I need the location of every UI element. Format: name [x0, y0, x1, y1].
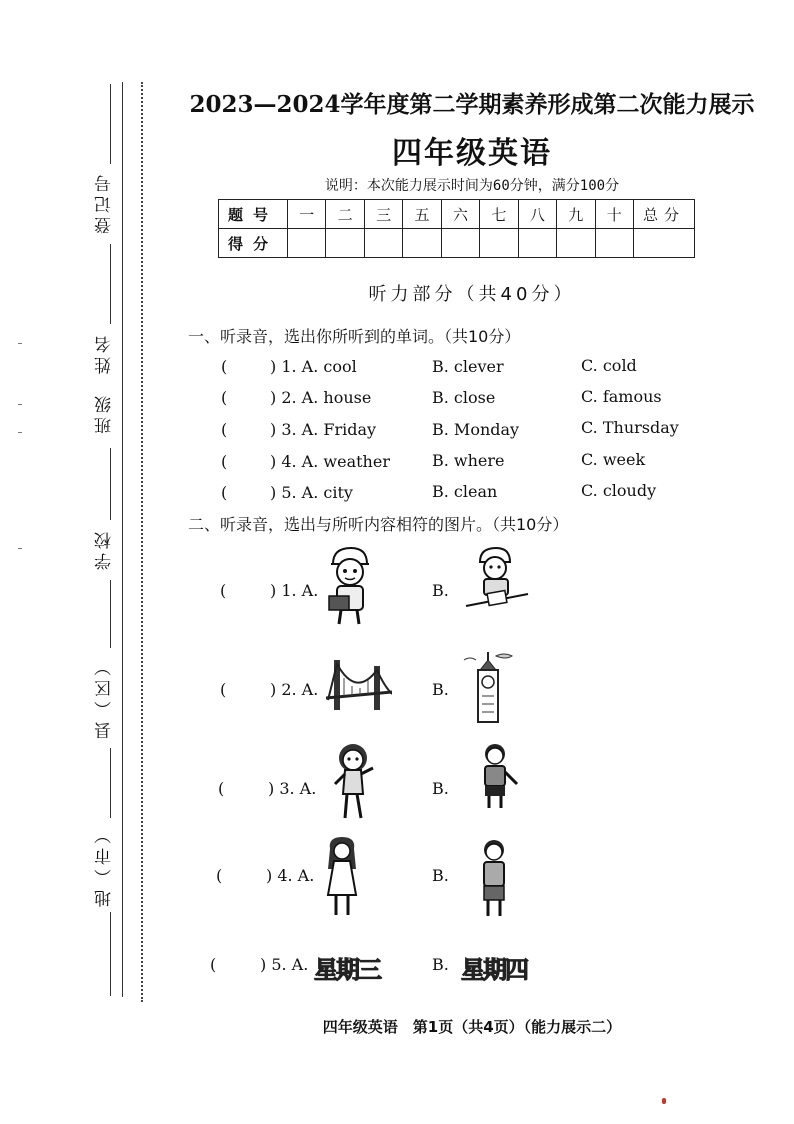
boy-writing-picture: [464, 544, 530, 614]
option-c: C. Thursday: [581, 418, 679, 437]
score-table-header-row: [219, 200, 695, 229]
option-b: B.: [432, 581, 449, 600]
score-col-total: 总分: [634, 200, 695, 229]
edge-mark: [18, 343, 22, 344]
exam-title: 2023—2024学年度第二学期素养形成第二次能力展示: [189, 91, 755, 118]
answer-paren[interactable]: (: [216, 866, 223, 885]
score-col: 十: [595, 200, 634, 229]
listening-section-title: 听力部分（共40分）: [368, 284, 576, 305]
score-col: 一: [288, 200, 326, 229]
exam-note: 说明：本次能力展示时间为60分钟，满分100分: [324, 178, 620, 194]
bridge-picture: [326, 656, 392, 714]
option-a: ) 4. A.: [266, 866, 315, 885]
answer-paren[interactable]: (: [220, 680, 227, 699]
girl-waving-picture: [331, 742, 379, 822]
clock-tower-picture: [460, 650, 516, 724]
boy-reading-picture: [325, 544, 373, 626]
boy-shirt-picture: [474, 838, 514, 918]
score-cell: [595, 229, 634, 258]
edge-mark: [18, 548, 22, 549]
option-c: C. famous: [581, 387, 662, 406]
blank-line: [110, 448, 111, 520]
city-label: 地（市）: [95, 823, 115, 907]
option-a: ) 1. A.: [270, 581, 319, 600]
score-table-score-row: [219, 229, 695, 258]
binding-strip: [0, 0, 150, 1124]
option-a: ) 2. A. house: [270, 388, 372, 407]
wednesday-picture: 星期三: [314, 956, 380, 984]
score-col: 九: [557, 200, 595, 229]
edge-mark: [18, 432, 22, 433]
part2-heading: 二、听录音，选出与所听内容相符的图片。（共10分）: [188, 515, 569, 534]
option-c: C. week: [581, 450, 646, 469]
thursday-picture: 星期四: [461, 956, 527, 984]
county-label: 县（区）: [95, 655, 115, 739]
answer-paren[interactable]: (: [210, 955, 217, 974]
class-label: 班级: [95, 392, 115, 434]
option-a: ) 1. A. cool: [270, 357, 357, 376]
score-row-label: 题号: [219, 200, 288, 229]
name-label: 姓名: [95, 332, 115, 374]
option-a: ) 5. A.: [260, 955, 309, 974]
answer-paren[interactable]: (: [221, 388, 228, 407]
subject-title: 四年级英语: [392, 136, 552, 171]
answer-paren[interactable]: (: [221, 483, 228, 502]
option-b: B.: [432, 680, 449, 699]
answer-paren[interactable]: (: [221, 420, 228, 439]
score-table: [218, 199, 695, 258]
page-footer: 四年级英语 第1页（共4页）（能力展示二）: [322, 1018, 622, 1036]
blank-line: [110, 84, 111, 164]
option-b: B. clever: [432, 357, 504, 376]
answer-paren[interactable]: (: [220, 581, 227, 600]
option-b: B. clean: [432, 482, 498, 501]
registration-label: 登记号: [95, 171, 115, 235]
school-label: 学校: [95, 528, 115, 570]
score-cell: [364, 229, 402, 258]
score-col: 五: [403, 200, 441, 229]
option-a: ) 4. A. weather: [270, 452, 390, 471]
score-col: 八: [518, 200, 556, 229]
option-b: B.: [432, 955, 449, 974]
score-cell: [557, 229, 595, 258]
option-b: B. where: [432, 451, 505, 470]
blank-line: [110, 244, 111, 324]
option-a: ) 3. A. Friday: [270, 420, 377, 439]
score-cell: [480, 229, 518, 258]
option-a: ) 5. A. city: [270, 483, 353, 502]
blank-line: [110, 580, 111, 648]
score-cell: [288, 229, 326, 258]
scan-mark: [662, 1098, 666, 1104]
score-col: 二: [326, 200, 364, 229]
option-c: C. cloudy: [581, 481, 657, 500]
answer-paren[interactable]: (: [221, 452, 228, 471]
option-b: B. close: [432, 388, 496, 407]
score-col: 三: [364, 200, 402, 229]
part1-heading: 一、听录音，选出你所听到的单词。（共10分）: [188, 327, 521, 346]
girl-dress-picture: [322, 835, 366, 919]
blank-line: [110, 912, 111, 996]
option-b: B. Monday: [432, 420, 520, 439]
seal-dotted-line: [141, 82, 143, 1002]
answer-paren[interactable]: (: [221, 357, 228, 376]
edge-mark: [18, 404, 22, 405]
score-cell: [634, 229, 695, 258]
option-c: C. cold: [581, 356, 637, 375]
option-b: B.: [432, 779, 449, 798]
score-col: 七: [480, 200, 518, 229]
option-a: ) 2. A.: [270, 680, 319, 699]
score-cell: [326, 229, 364, 258]
option-a: ) 3. A.: [268, 779, 317, 798]
score-col: 六: [441, 200, 479, 229]
score-cell: [403, 229, 441, 258]
boy-standing-picture: [473, 742, 521, 810]
score-cell: [441, 229, 479, 258]
score-cell: [518, 229, 556, 258]
blank-line: [110, 748, 111, 818]
option-b: B.: [432, 866, 449, 885]
score-row-label: 得分: [219, 229, 288, 258]
answer-paren[interactable]: (: [218, 779, 225, 798]
